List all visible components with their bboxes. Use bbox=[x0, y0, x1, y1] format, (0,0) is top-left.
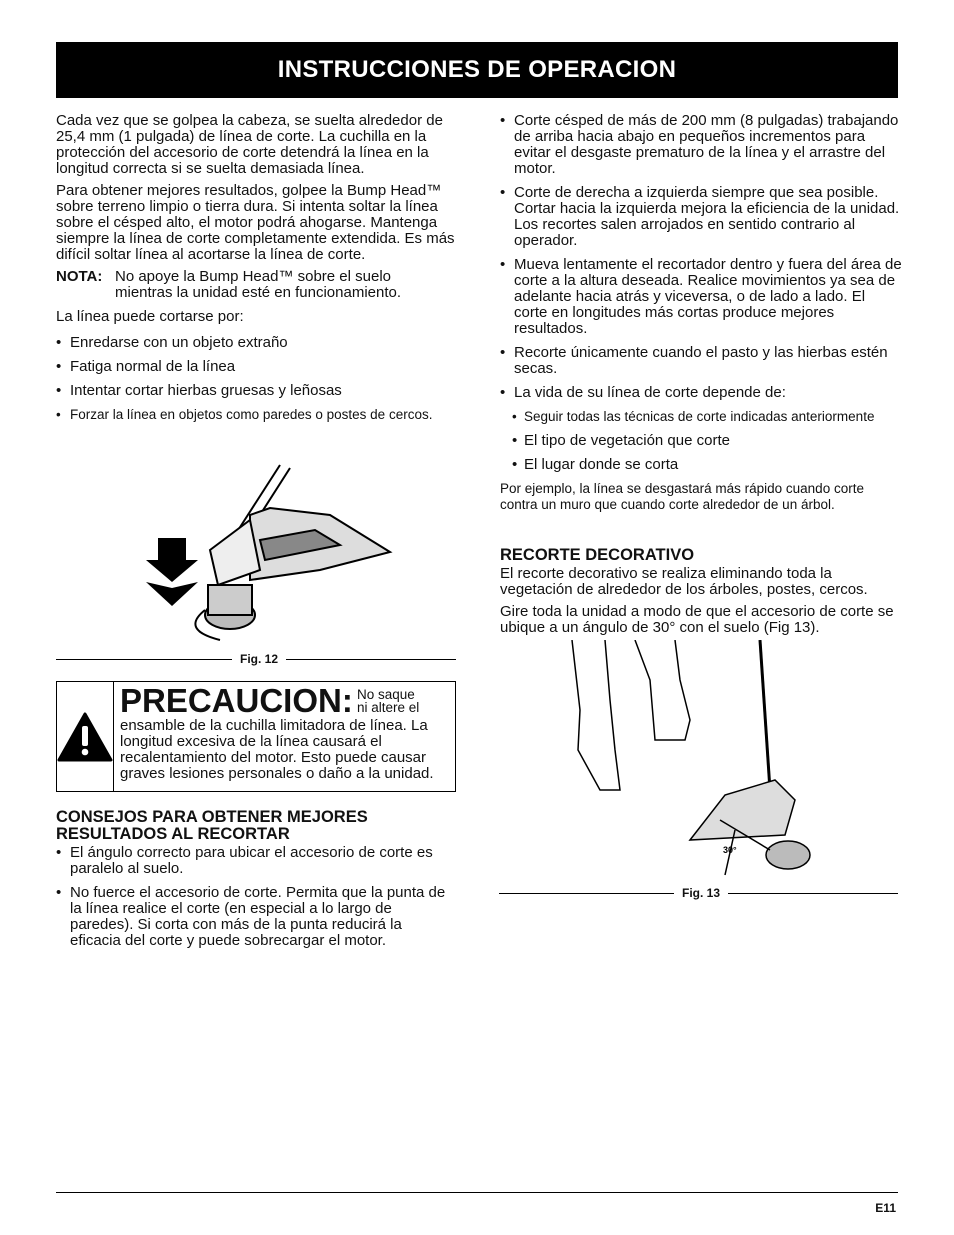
tips-heading: CONSEJOS PARA OBTENER MEJORES RESULTADOS AL RECORTAR bbox=[56, 808, 368, 843]
page-number: E11 bbox=[875, 1201, 896, 1215]
caution-title: PRECAUCION: bbox=[120, 682, 353, 719]
paragraph: El recorte decorativo se realiza eliminando toda la vegetación de alrededor de los árboles, postes, cercos. bbox=[500, 565, 868, 598]
sub-list-item: • El lugar donde se corta bbox=[512, 456, 679, 473]
list-item: • El ángulo correcto para ubicar el accesorio de corte es paralelo al suelo. bbox=[56, 844, 433, 877]
list-item: • Corte de derecha a izquierda siempre que sea posible. Cortar hacia la izquierda mejora la eficiencia de la unidad. Los recortes salen arrojados en sentido contrario al operador. bbox=[500, 184, 900, 249]
list-item: • Forzar la línea en objetos como paredes o postes de cercos. bbox=[56, 407, 433, 422]
caution-box bbox=[56, 681, 456, 792]
left-column bbox=[56, 113, 456, 431]
list-item: • La vida de su línea de corte depende de: bbox=[500, 384, 786, 401]
tips-section bbox=[56, 809, 456, 957]
right-column bbox=[500, 113, 902, 642]
sub-list-item: • Seguir todas las técnicas de corte indicadas anteriormente bbox=[512, 409, 875, 424]
list-item: • Fatiga normal de la línea bbox=[56, 358, 236, 375]
note bbox=[56, 269, 456, 301]
sub-list-item: • El tipo de vegetación que corte bbox=[512, 432, 730, 449]
note-label: NOTA: bbox=[56, 268, 103, 285]
caution-body: ensamble de la cuchilla limitadora de línea. La longitud excesiva de la línea causará el recalentamiento del motor. Esto puede causar graves lesiones personales o daño a la unidad. bbox=[120, 717, 434, 782]
note-text: No apoye la Bump Head™ sobre el suelo mientras la unidad esté en funcionamiento. bbox=[115, 268, 402, 301]
paragraph: Por ejemplo, la línea se desgastará más rápido cuando corte contra un muro que cuando corte alrededor de un árbol. bbox=[500, 481, 864, 512]
down-arrows-icon bbox=[146, 538, 198, 606]
section-banner: INSTRUCCIONES DE OPERACION bbox=[56, 42, 898, 98]
list-item: • Intentar cortar hierbas gruesas y leñosas bbox=[56, 382, 342, 399]
angle-label: 30° bbox=[723, 845, 737, 855]
paragraph: Gire toda la unidad a modo de que el accesorio de corte se ubique a un ángulo de 30° con el suelo (Fig 13). bbox=[500, 603, 894, 636]
paragraph: La línea puede cortarse por: bbox=[56, 308, 244, 325]
fig13-illustration bbox=[560, 640, 830, 880]
list-item: • Enredarse con un objeto extraño bbox=[56, 334, 288, 351]
list-item: • Recorte únicamente cuando el pasto y las hierbas estén secas. bbox=[500, 344, 888, 377]
paragraph: Para obtener mejores resultados, golpee la Bump Head™ sobre terreno limpio o tierra dura. Si intenta soltar la línea sobre el césped alto, el motor podrá ahogarse. Mantenga siempre la línea de corte completamente extendida. Es más difícil soltar línea al acortarse la línea de corte. bbox=[56, 182, 455, 263]
paragraph: Cada vez que se golpea la cabeza, se suelta alrededor de 25,4 mm (1 pulgada) de línea de corte. La cuchilla en la protección del accesorio de corte detendrá la línea en la longitud correcta si se suelta demasiada línea. bbox=[56, 112, 443, 177]
caution-lead: No saque ni altere el bbox=[357, 687, 420, 715]
fig12-caption: Fig. 12 bbox=[56, 652, 456, 666]
footer-rule bbox=[56, 1192, 898, 1193]
fig12-illustration bbox=[140, 460, 420, 650]
list-item: • Corte césped de más de 200 mm (8 pulgadas) trabajando de arriba hacia abajo en pequeños incrementos para evitar el desgaste prematuro de la línea y el arrastre del motor. bbox=[500, 112, 899, 177]
warning-triangle-icon bbox=[57, 682, 114, 791]
decorative-heading: RECORTE DECORATIVO bbox=[500, 546, 695, 564]
list-item: • Mueva lentamente el recortador dentro y fuera del área de corte a la altura deseada. Realice movimientos ya sea de adelante hacia atrás y viceversa, o de lado a lado. El corte en longitudes más cortas produce mejores resultados. bbox=[500, 256, 902, 337]
fig13-caption: Fig. 13 bbox=[499, 886, 898, 900]
list-item: • No fuerce el accesorio de corte. Permita que la punta de la línea realice el corte (en especial a lo largo de paredes). Si corta con más de la punta reducirá la eficacia del corte y puede sobrecargar el motor. bbox=[56, 884, 446, 949]
